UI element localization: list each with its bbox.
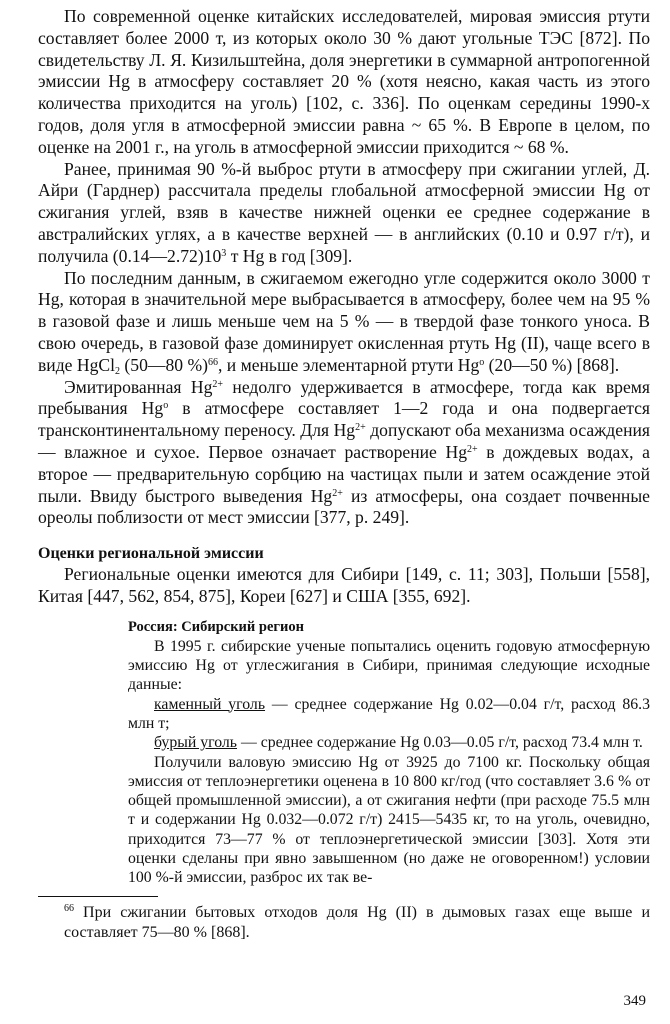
paragraph-regional: Региональные оценки имеются для Сибири [149, с. 11; 303], Польши [558], Китая [447, 562, 854, 875], Кореи [627] и США [355, 692]. [38,564,650,606]
term: каменный уголь [154,695,266,713]
superscript: o [163,400,169,412]
subsection-intro: В 1995 г. сибирские ученые попытались оценить годовую атмосферную эмиссию Hg от углесжигания в Сибири, принимая следующие исходные данные: [128,637,650,694]
paragraph-emitted-hg [38,377,650,530]
text: недолго удерживается в атмосфере, тогда как время пребывания Hg [38,376,650,419]
subsection-siberia [128,618,650,888]
text: в атмосфере составляет 1—2 года и она подвергается трансконтинентальному переносу. Для Hg [38,398,651,441]
list-item-brown-coal [128,733,650,752]
subsection-result: Получили валовую эмиссию Hg от 3925 до 7100 кг. Поскольку общая эмиссия от теплоэнергетики оценена в 10 800 кг/год (что составляет 3.6 % от общей промышленной эмиссии), а от сжигания нефти (при расходе 75.5 млн т и содержании Hg 0.032—0.072 г/т) 2415—5435 кг, то на уголь, очевидно, приходится 73—77 % от теплоэнергетической эмиссии [303]. Хотя эти оценки сделаны при явно завышенном (но даже не оговоренном!) условии 100 %-й эмиссии, разброс их так ве- [128,753,650,887]
superscript: 2+ [212,378,224,390]
paragraph-airey-estimate [38,159,650,268]
text: допускают оба механизма осаждения — влажное и сухое. Первое означает растворение Hg [38,420,650,462]
page-number: 349 [623,993,646,1009]
text: (20—50 %) [868]. [484,354,620,375]
text: (50—80 %) [120,354,208,375]
paragraph-global-emission: По современной оценке китайских исследователей, мировая эмиссия ртути составляет более 2000 т, из которых около 30 % дают угольные ТЭС [872]. По свидетельству Л. Я. Кизильштейна, доля энергетики в суммарной антропогенной эмиссии Hg в атмосферу составляет 20 % (хотя неясно, какая часть из этого количества приходится на уголь) [102, с. 336]. По оценкам середины 1990-х годов, доля угля в атмосферной эмиссии равна ~ 65 %. В Европе в целом, по оценке на 2001 г., на уголь в атмосферной эмиссии приходится ~ 68 %. [38,6,650,157]
footnote-ref-66: 66 [207,356,218,368]
text: т Hg в год [309]. [226,245,353,266]
superscript: 2+ [355,422,366,434]
footnote-mark: 66 [64,902,74,914]
text: в дождевых водах, а второе — предварительную сорбцию на частицах пыли и затем осаждение этой пыли. Ввиду быстрого выведения Hg [38,441,650,506]
text: — среднее содержание Hg 0.03—0.05 г/т, расход 73.4 млн т. [237,734,643,752]
text: , и меньше элементарной ртути Hg [217,354,480,375]
footnote-text: При сжигании бытовых отходов доля Hg (II) в дымовых газах еще выше и составляет 75—80 % [868]. [64,903,650,941]
section-heading: Оценки региональной эмиссии [38,545,264,563]
text: из атмосферы, она создает почвенные ореолы поблизости от мест эмиссии [377, р. 249]. [38,485,650,528]
superscript: o [479,356,485,368]
page-body [38,6,650,943]
superscript: 3 [221,247,227,259]
text: — среднее содержание Hg 0.02—0.04 г/т, расход 86.3 млн т; [128,695,650,732]
text: По последним данным, в сжигаемом ежегодно угле содержится около 3000 т Hg, которая в значительной мере выбрасывается в атмосферу, более чем на 95 % в газовой фазе и лишь меньше чем на 5 % — в твердой фазе тонкого уноса. В свою очередь, в газовой фазе доминирует окисленная ртуть Hg (II), чаще всего в виде HgCl [38,267,650,375]
paragraph-latest-data [38,268,650,377]
footnote-divider [38,896,158,897]
subsection-heading: Россия: Сибирский регион [128,618,304,635]
text: Эмитированная Hg [64,376,213,397]
list-item-hard-coal [128,695,650,734]
subscript: 2 [115,365,121,377]
term: бурый уголь [154,734,238,752]
superscript: 2+ [467,443,478,455]
superscript: 2+ [332,487,343,499]
footnote [64,903,650,943]
text: Ранее, принимая 90 %-й выброс ртути в атмосферу при сжигании углей, Д. Айри (Гарднер) рассчитала пределы глобальной атмосферной эмиссии Hg от сжигания углей, взяв в качестве нижней оценки ее среднее содержание в австралийских углях, а в качестве верхней — в английских (0.10 и 0.97 г/т), и получила (0.14—2.72)10 [38,158,650,266]
